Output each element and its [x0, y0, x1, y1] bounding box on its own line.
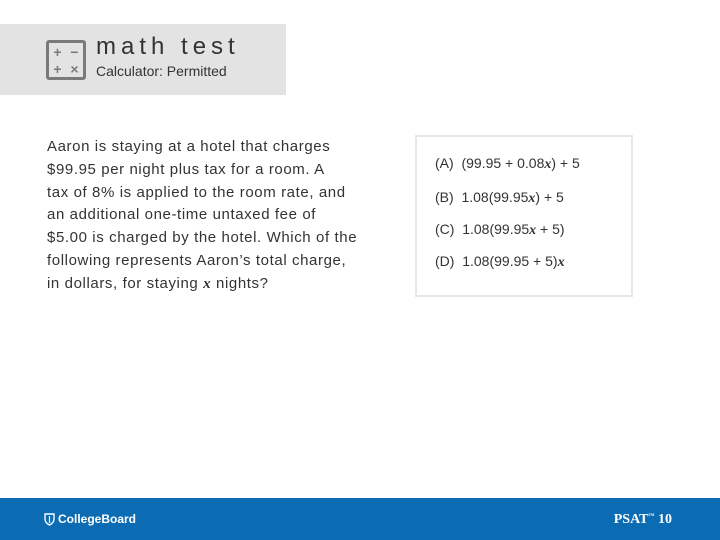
question-line-text: nights? [211, 274, 269, 292]
variable-x: x [528, 191, 536, 206]
answer-option-d[interactable] [435, 253, 565, 271]
question-line [47, 204, 377, 227]
option-text: + 5) [536, 221, 565, 237]
product-name: PSAT [613, 512, 649, 527]
psat-logo [614, 512, 672, 528]
calculator-status: Calculator: Permitted [96, 63, 227, 79]
question-line-text: $5.00 is charged by the hotel. Which of the [47, 229, 358, 247]
times-glyph: × [70, 60, 79, 77]
question-line-text: Aaron is staying at a hotel that charges [47, 138, 331, 155]
product-number: 10 [658, 512, 672, 527]
option-letter: (D) [435, 253, 455, 269]
option-text: ) + 5 [551, 155, 580, 171]
answer-option-b[interactable] [435, 189, 564, 207]
brand-name: CollegeBoard [58, 512, 137, 526]
option-letter: (C) [435, 221, 455, 237]
calculator-icon [46, 40, 86, 80]
question-line [47, 159, 377, 182]
variable-x: x [203, 275, 212, 292]
question-line-text: an additional one-time untaxed fee of [47, 206, 317, 224]
acorn-shield-icon [44, 513, 55, 526]
option-text: ) + 5 [535, 189, 564, 205]
option-text: 1.08(99.95 [461, 189, 529, 205]
collegeboard-logo [44, 512, 136, 526]
trademark-mark: ™ [648, 513, 655, 520]
plus-glyph: + [53, 60, 62, 77]
question-line-text: following represents Aaron’s total charge, [47, 251, 347, 269]
question-line-text: in dollars, for staying [47, 274, 204, 292]
answer-option-c[interactable] [435, 221, 565, 239]
option-text: 1.08(99.95 [462, 221, 530, 237]
variable-x: x [544, 157, 552, 172]
plus-glyph: + [53, 43, 62, 60]
variable-x: x [529, 223, 537, 238]
variable-x: x [557, 255, 565, 270]
question-line-text: tax of 8% is applied to the room rate, and [47, 183, 346, 201]
question-text [47, 136, 377, 296]
option-text: (99.95 + 0.08 [461, 155, 545, 171]
answer-option-a[interactable] [435, 155, 580, 173]
footer-bar [0, 498, 720, 540]
answer-choices [415, 135, 633, 297]
option-letter: (B) [435, 189, 454, 205]
question-line [47, 250, 377, 273]
question-line [47, 182, 377, 205]
minus-glyph: − [70, 43, 79, 60]
section-title: math test [96, 33, 240, 60]
option-letter: (A) [435, 155, 454, 171]
question-line-text: $99.95 per night plus tax for a room. A [47, 160, 325, 178]
option-text: 1.08(99.95 + 5) [462, 253, 558, 269]
question-line [47, 227, 377, 250]
question-line [47, 136, 377, 159]
question-line [47, 273, 377, 296]
